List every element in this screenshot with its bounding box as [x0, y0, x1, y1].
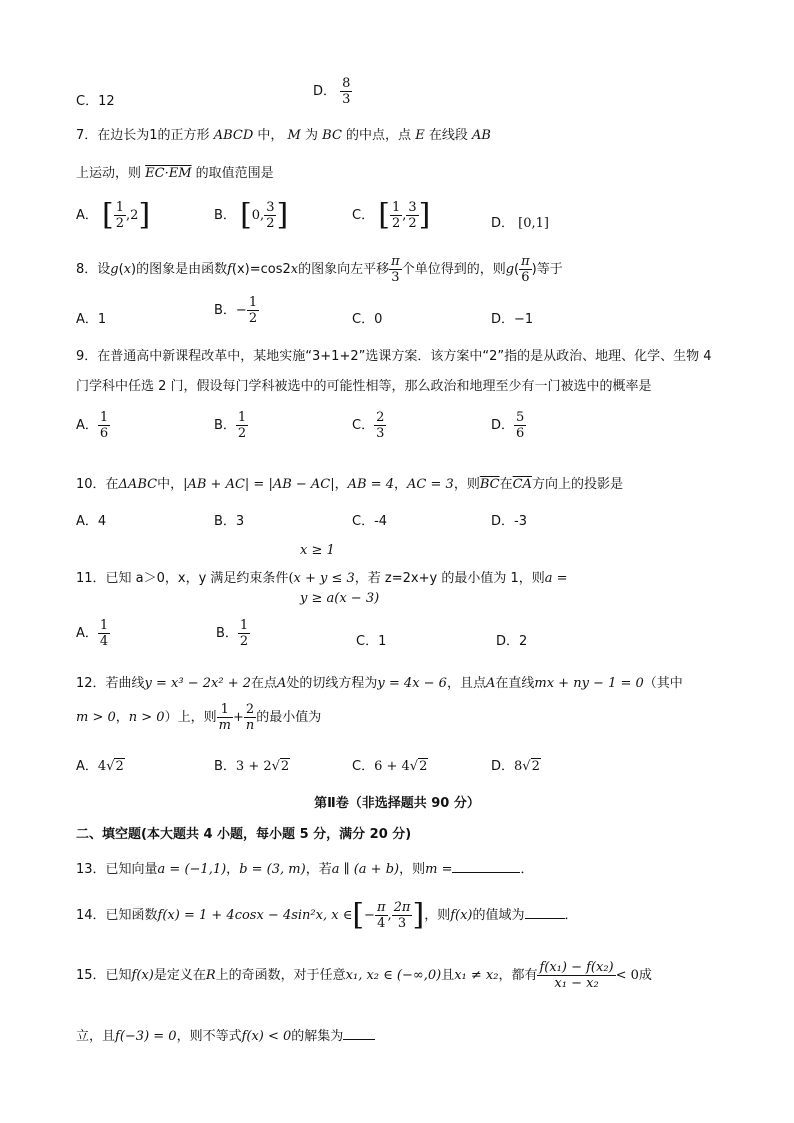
section-heading: 二、填空题(本大题共 4 小题，每小题 5 分，满分 20 分): [76, 827, 412, 842]
math: ABCD: [213, 128, 254, 143]
q8-option-a: A．1: [76, 312, 107, 327]
q7-option-c: C． [ $\frac{1}{2}$ , $\frac{3}{2}$ ]: [352, 197, 431, 233]
math: BC: [322, 128, 342, 143]
q6-option-d: [313, 76, 352, 107]
q11-constraint-1: x ≥ 1: [300, 543, 335, 558]
fraction: $\frac{8}{3}$: [342, 76, 351, 107]
q15-stem-line1: 15．已知f(x)是定义在R上的奇函数，对于任意x₁, x₂ ∈ (−∞,0)且x₁ ≠ x₂，都有 $\frac{\text{f(x₁) − f(x₂)}}{\text{x₁ − x₂}}$ < 0成: [76, 960, 652, 991]
fraction: $\frac{\pi}{4}$: [376, 900, 386, 931]
option-label: B．−: [214, 303, 247, 318]
q9-option-a: A． $\frac{1}{6}$: [76, 410, 109, 441]
vector-equation: |AB + AC| = |AB − AC|: [183, 477, 335, 492]
fraction: $\frac{1}{6}$: [99, 410, 109, 441]
fraction: $\frac{1}{2}$: [239, 618, 249, 649]
text: 的中点，点: [346, 128, 412, 143]
q12-option-b: B．3 + 2√2: [214, 759, 290, 774]
q9-stem-line1: 9．在普通高中新课程改革中，某地实施“3+1+2”选课方案．该方案中“2”指的是从政治、地理、化学、生物 4: [76, 349, 712, 364]
q15-stem-line2: 立，且f(−3) = 0，则不等式f(x) < 0的解集为: [76, 1025, 375, 1044]
q7-stem-line1: [76, 124, 491, 143]
text: 7．在边长为1的正方形: [76, 128, 210, 143]
q14-stem: 14．已知函数f(x) = 1 + 4cosx − 4sin²x, x ∈[− $\frac{\pi}{4}$ , $\frac{2\pi}{3}$ ]，则f(x)的值域为 ．: [76, 897, 578, 933]
option-label: D．: [491, 216, 515, 231]
q10-option-d: D．-3: [491, 514, 527, 529]
fraction: $\frac{2\pi}{3}$: [393, 900, 411, 931]
q11-option-c: C．1: [356, 634, 387, 649]
q12-stem-line1: 12．若曲线y = x³ − 2x² + 2在点A处的切线方程为y = 4x − 6，且点A在直线mx + ny − 1 = 0（其中: [76, 676, 683, 691]
q8-option-d: D．−1: [491, 312, 534, 327]
answer-blank[interactable]: [525, 918, 565, 919]
q12-option-a: A．4√2: [76, 759, 124, 774]
fraction: $\frac{5}{6}$: [516, 410, 525, 441]
text: 0,: [251, 208, 265, 223]
q12-stem-line2: m > 0，n > 0）上，则 $\frac{1}{m}$ + $\frac{2}{n}$ 的最小值为: [76, 702, 322, 733]
fraction: $\frac{1}{2}$: [391, 200, 401, 231]
option-label: D．: [313, 84, 337, 99]
vector-expression: EC·EM: [145, 166, 192, 181]
text: 为: [305, 128, 319, 143]
q11-option-a: A． $\frac{1}{4}$: [76, 618, 109, 649]
math: E: [415, 128, 425, 143]
q10-option-a: A．4: [76, 514, 107, 529]
fraction: $\frac{1}{2}$: [115, 200, 125, 231]
text: 在线段: [428, 128, 468, 143]
interval: [0,1]: [518, 216, 549, 231]
fraction: $\frac{\text{f(x₁) − f(x₂)}}{\text{x₁ − x₂}}$: [539, 960, 614, 991]
q10-option-c: C．-4: [352, 514, 388, 529]
q8-option-b: [214, 295, 259, 326]
q9-option-d: D． $\frac{5}{6}$: [491, 410, 525, 441]
q7-option-b: B． [0, $\frac{3}{2}$ ]: [214, 197, 289, 233]
fraction: $\frac{2}{n}$: [245, 702, 255, 733]
q9-stem-line2: 门学科中任选 2 门，假设每门学科被选中的可能性相等，那么政治和地理至少有一门被选中的概率是: [76, 379, 652, 394]
constraint-2: x + y ≤ 3: [293, 571, 355, 586]
math: M: [287, 128, 301, 143]
q8-option-c: C．0: [352, 312, 383, 327]
q9-option-c: C． $\frac{2}{3}$: [352, 410, 385, 441]
fraction: $\frac{1}{4}$: [99, 618, 109, 649]
answer-blank[interactable]: [343, 1039, 375, 1040]
text: ,2: [126, 208, 139, 223]
option-label: C．: [352, 208, 375, 223]
text: 的取值范围是: [195, 166, 274, 181]
q9-option-b: B． $\frac{1}{2}$: [214, 410, 247, 441]
q12-option-d: D．8√2: [491, 759, 540, 774]
fraction: $\frac{3}{2}$: [408, 200, 417, 231]
q8-stem: 8．设g(x)的图象是由函数f(x)=cos2x的图象向左平移 $\frac{\pi}{3}$ 个单位得到的，则g( $\frac{\pi}{6}$ )等于: [76, 254, 563, 285]
fraction: $\frac{1}{m}$: [218, 702, 231, 733]
text: 中，: [257, 128, 284, 143]
q11-stem: 11．已知 a＞0，x，y 满足约束条件(x + y ≤ 3，若 z=2x+y 的最小值为 1，则a =: [76, 571, 568, 586]
q13-stem: 13．已知向量a = (−1,1)，b = (3, m)，若a ∥ (a + b)，则m = ．: [76, 862, 534, 877]
math: AB: [472, 128, 491, 143]
fraction: $\frac{\pi}{6}$: [521, 254, 530, 285]
text: 上运动，则: [76, 166, 142, 181]
q11-option-d: D．2: [496, 634, 528, 649]
q12-option-c: C．6 + 4√2: [352, 759, 428, 774]
q11-option-b: B． $\frac{1}{2}$: [216, 618, 249, 649]
q10-stem: 10．在ΔABC中，|AB + AC| = |AB − AC|，AB = 4，AC = 3，则$\overline{BC}$在$\overline{CA}$方向上的投影是: [76, 477, 623, 492]
q7-option-a: A． [ $\frac{1}{2}$ ,2]: [76, 197, 151, 233]
q7-option-d: [491, 212, 549, 231]
q6-option-c: C．12: [76, 94, 115, 109]
q10-option-b: B．3: [214, 514, 245, 529]
fraction: $\frac{3}{2}$: [266, 200, 275, 231]
answer-blank[interactable]: [452, 872, 520, 873]
fraction: $\frac{\pi}{3}$: [391, 254, 400, 285]
q7-stem-line2: [76, 162, 274, 181]
option-label: B．: [214, 208, 236, 223]
option-label: A．: [76, 208, 98, 223]
fraction: $\frac{2}{3}$: [376, 410, 385, 441]
part-two-title: 第Ⅱ卷（非选择题共 90 分）: [314, 796, 480, 811]
fraction: $\frac{1}{2}$: [237, 410, 247, 441]
q11-constraint-3: y ≥ a(x − 3): [300, 591, 380, 606]
fraction: $\frac{1}{2}$: [248, 295, 258, 326]
